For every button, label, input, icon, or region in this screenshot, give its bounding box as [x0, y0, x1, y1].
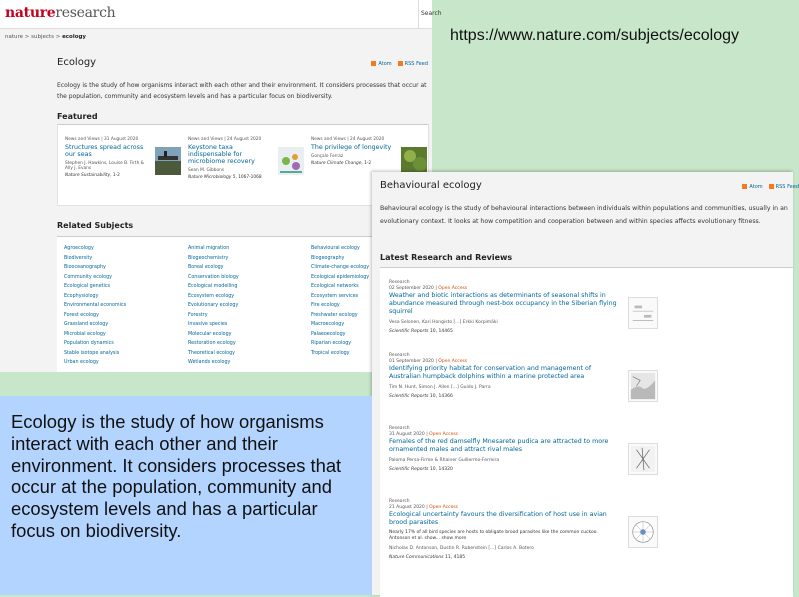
related-subject-link[interactable]: Population dynamics — [64, 341, 114, 346]
atom-link[interactable]: Atom — [378, 61, 392, 67]
related-subject-link[interactable]: Biooceanography — [64, 265, 106, 270]
article-journal: Scientific Reports 10, 14366 — [389, 394, 453, 399]
related-subject-link[interactable]: Forest ecology — [64, 312, 99, 318]
article-date: 02 September 2020 | Open Access — [389, 286, 468, 291]
rss-feed-link[interactable]: RSS Feed — [775, 184, 799, 190]
article-thumbnail[interactable] — [628, 516, 658, 548]
article-authors: Paloma Persa-Firme & Rhainer Guillermo-Ferreira — [389, 458, 500, 463]
featured-title-link[interactable]: The privilege of longevity — [311, 144, 392, 151]
featured-authors: Sean M. Gibbons — [188, 168, 225, 173]
breadcrumb: nature > subjects > ecology — [5, 34, 87, 40]
related-subject-link[interactable]: Riparian ecology — [311, 341, 352, 346]
related-column — [64, 246, 174, 370]
related-subject-link[interactable]: Stable isotope analysis — [64, 350, 120, 356]
nature-research-logo[interactable]: natureresearch — [5, 5, 116, 21]
related-subject-link[interactable]: Ecosystem services — [311, 293, 359, 299]
article-title-link[interactable]: Weather and biotic interactions as determinants of seasonal shifts in abundance measured through nest-box occupancy in the Siberian flying squirrel — [389, 292, 617, 315]
related-subject-link[interactable]: Microbial ecology — [64, 331, 106, 337]
page-title: Behavioural ecology — [380, 180, 482, 191]
featured-thumbnail[interactable] — [401, 147, 427, 175]
related-subject-link[interactable]: Restoration ecology — [188, 341, 236, 346]
featured-journal: Nature Microbiology 5, 1067-1068 — [188, 175, 262, 180]
open-access-badge: Open Access — [438, 286, 468, 291]
related-subject-link[interactable]: Environmental economics — [64, 303, 127, 308]
open-access-badge: Open Access — [429, 505, 459, 510]
atom-icon — [371, 61, 376, 66]
related-subject-link[interactable]: Biogeography — [311, 255, 345, 261]
featured-journal: Nature Climate Change, 1-2 — [311, 161, 372, 166]
breadcrumb-subjects[interactable]: subjects — [31, 34, 54, 40]
featured-thumbnail[interactable] — [278, 147, 304, 175]
related-subject-link[interactable]: Wetlands ecology — [188, 360, 231, 365]
related-subject-link[interactable]: Tropical ecology — [311, 350, 350, 356]
article-list — [380, 267, 793, 597]
article-journal: Nature Communications 11, 4185 — [389, 555, 466, 560]
article-item — [389, 353, 789, 399]
related-subject-link[interactable]: Animal migration — [188, 246, 230, 251]
article-date: 01 September 2020 | Open Access — [389, 359, 468, 364]
search-button[interactable]: Search — [418, 0, 432, 28]
page-title: Ecology — [57, 57, 97, 68]
related-subject-link[interactable]: Fire ecology — [311, 303, 340, 308]
subject-description: Ecology is the study of how organisms interact with each other and their environment. It considers processes that occur at the population, community and ecosystem levels and has a particular focus on biodiversity. — [57, 82, 427, 100]
related-subject-link[interactable]: Evolutionary ecology — [188, 303, 239, 308]
article-type: Research — [389, 353, 410, 358]
url-label: https://www.nature.com/subjects/ecology — [450, 27, 740, 44]
article-thumbnail[interactable] — [628, 443, 658, 475]
featured-authors: Gonçalo Ferraz — [311, 154, 344, 159]
article-authors: Tim N. Hunt, Simon J. Allen [...] Guido J. Parra — [389, 385, 491, 390]
open-access-badge: Open Access — [438, 359, 468, 364]
atom-icon — [742, 184, 747, 189]
article-type: Research — [389, 499, 410, 504]
featured-card — [65, 137, 183, 178]
article-journal: Scientific Reports 10, 14320 — [389, 467, 453, 472]
atom-link[interactable]: Atom — [749, 184, 763, 190]
related-subject-link[interactable]: Ecophysiology — [64, 293, 99, 299]
featured-meta: News and Views | 24 August 2020 — [188, 137, 262, 142]
featured-journal: Nature Sustainability, 1-2 — [65, 173, 120, 178]
open-access-badge: Open Access — [429, 432, 459, 437]
article-title-link[interactable]: Females of the red damselfly Mnesarete pudica are attracted to more ornamented males and attract rival males — [389, 438, 609, 453]
featured-meta: News and Views | 24 August 2020 — [311, 137, 385, 142]
rss-icon — [398, 61, 403, 66]
featured-title-link[interactable]: Keystone taxa indispensable for microbiome recovery — [188, 144, 255, 165]
article-thumbnail[interactable] — [628, 297, 658, 329]
featured-title-link[interactable]: Structures spread across our seas — [65, 144, 144, 158]
featured-authors: Stephen J. Hawkins, Louise B. Firth & Ally J. Evans — [65, 161, 145, 171]
description-overlay — [0, 396, 372, 595]
related-subject-link[interactable]: Molecular ecology — [188, 331, 232, 337]
related-subject-link[interactable]: Grassland ecology — [64, 322, 109, 327]
behavioural-ecology-window — [372, 172, 799, 595]
featured-heading: Featured — [57, 112, 98, 121]
related-subject-link[interactable]: Behavioural ecology — [311, 246, 360, 251]
article-type: Research — [389, 280, 410, 285]
related-subject-link[interactable]: Biogeochemistry — [188, 255, 229, 261]
related-subject-link[interactable]: Invasive species — [188, 322, 228, 327]
related-subject-link[interactable]: Ecological epidemiology — [311, 274, 370, 280]
breadcrumb-ecology: ecology — [62, 34, 87, 40]
related-subject-link[interactable]: Climate-change ecology — [311, 265, 370, 270]
related-subject-link[interactable]: Palaeoecology — [311, 331, 346, 337]
article-item — [389, 280, 789, 334]
related-subject-link[interactable]: Freshwater ecology — [311, 312, 358, 318]
related-subject-link[interactable]: Macroecology — [311, 322, 345, 327]
rss-feed-link[interactable]: RSS Feed — [404, 61, 428, 67]
related-column — [188, 246, 298, 370]
overlay-text: Ecology is the study of how organisms interact with each other and their environment. It considers processes that occur at the population, community and ecosystem levels and has a particular focus on biodiversity. — [11, 411, 342, 541]
related-subject-link[interactable]: Ecological genetics — [64, 284, 111, 289]
latest-research-heading: Latest Research and Reviews — [380, 253, 513, 262]
ecology-page-window — [0, 0, 442, 372]
feed-links — [736, 184, 799, 190]
subject-description: Behavioural ecology is the study of behavioural interactions between individuals within populations and communities, usually in an evolutionary context. It looks at how competition and cooperation between and within species affects evolutionary fitness. — [380, 205, 788, 225]
article-title-link[interactable]: Identifying priority habitat for conservation and management of Australian humpback dolphins within a marine protected area — [389, 365, 592, 380]
article-date: 31 August 2020 | Open Access — [389, 432, 459, 437]
featured-thumbnail[interactable] — [155, 147, 181, 175]
related-subject-link[interactable]: Forestry — [188, 312, 208, 318]
article-item — [389, 499, 789, 560]
featured-card — [188, 137, 306, 180]
article-abstract: Nearly 17% of all bird species are hosts to obligate brood parasites like the common cuckoo. Antonson et al. show... show more — [389, 530, 598, 541]
related-subject-link[interactable]: Theoretical ecology — [188, 350, 235, 356]
breadcrumb-nature[interactable]: nature — [5, 34, 24, 40]
related-subjects-heading: Related Subjects — [57, 221, 134, 230]
article-title-link[interactable]: Ecological uncertainty favours the diversification of host use in avian brood parasites — [389, 511, 607, 526]
related-subject-link[interactable]: Urban ecology — [64, 360, 99, 365]
feed-links — [365, 61, 428, 67]
article-item — [389, 426, 789, 472]
related-subject-link[interactable]: Biodiversity — [64, 255, 93, 261]
article-date: 21 August 2020 | Open Access — [389, 505, 459, 510]
article-type: Research — [389, 426, 410, 431]
related-subject-link[interactable]: Ecological networks — [311, 284, 359, 289]
article-authors: Nicholas D. Antonson, Dustin R. Rubenstein [...] Carlos A. Botero — [389, 546, 534, 551]
article-authors: Vesa Selonen, Kari Hongisto [...] Erkki Korpimäki — [389, 320, 498, 325]
rss-icon — [769, 184, 774, 189]
related-subject-link[interactable]: Community ecology — [64, 274, 112, 280]
related-subject-link[interactable]: Ecological modelling — [188, 284, 238, 289]
related-subject-link[interactable]: Ecosystem ecology — [188, 293, 235, 299]
featured-meta: News and Views | 31 August 2020 — [65, 137, 139, 142]
featured-card — [311, 137, 429, 166]
related-subject-link[interactable]: Conservation biology — [188, 274, 239, 280]
site-header — [0, 0, 442, 29]
article-thumbnail[interactable] — [628, 370, 658, 402]
related-subject-link[interactable]: Agroecology — [64, 246, 94, 251]
article-journal: Scientific Reports 10, 14465 — [389, 329, 453, 334]
related-subject-link[interactable]: Boreal ecology — [188, 265, 224, 270]
